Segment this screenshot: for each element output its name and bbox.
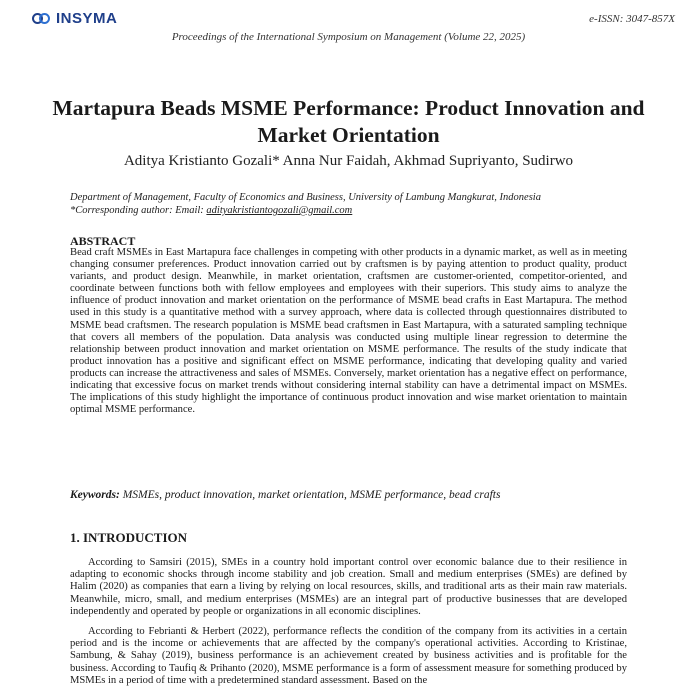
introduction-paragraph: According to Samsiri (2015), SMEs in a country hold important control over economic balance due to their resilience in adapting to economic shocks through income stability and job creation. Small and medium enterprises (SMEs) are defined by Halim (2020) as companies that earn a living by relying on local resources, skills, and traditional arts as their main raw materials. Meanwhile, micro, small, and medium enterprises (MSMEs) are an integral part of productive businesses that are developed independently and operated by people or organizations in all economic disciplines. [70, 557, 627, 617]
introduction-heading: 1. INTRODUCTION [70, 530, 188, 545]
keywords-label: Keywords: [70, 489, 120, 501]
issn-number: e-ISSN: 3047-857X [589, 13, 675, 25]
affiliation-block [70, 191, 541, 217]
abstract-text: Bead craft MSMEs in East Martapura face challenges in competing with other products in a dynamic market, as well as in meeting changing consumer preferences. Product innovation carried out by craftsmen is by paying attention to product quality, product variants, and product design. Meanwhile, in market orientation, craftsmen are customer-oriented, competitor-oriented, and coordinate between functions both with fellow employees and employees with their superiors. This study aims to analyze the influence of product innovation and market orientation on the performance of MSME bead crafts in East Martapura. The method used in this study is a quantitative method with a survey approach, where data is collected through questionnaires distributed to MSME bead craftsmen. The research population is MSME bead craftsmen in East Martapura, with a saturated sampling technique that covers all members of the population. Data analysis was conducted using multiple linear regression to determine the relationship between product innovation and market orientation on MSME performance. The results of the study indicate that product innovation has a positive and significant effect on MSME performance, indicating that developing quality and varied products can increase the attractiveness and sales of MSMEs. Conversely, market orientation has a negative effect on performance, indicating that excessive focus on market trends without considering internal stability can have a detrimental impact on MSMEs. The implications of this study highlight the importance of continuous product innovation and wise market orientation to maintain optimal MSME performance. [70, 247, 627, 416]
keywords-line [70, 489, 627, 501]
introduction-body [70, 557, 627, 695]
logo-rings-icon [32, 12, 54, 26]
corresponding-email-link[interactable]: adityakristiantogozali@gmail.com [206, 205, 353, 216]
logo-text: INSYMA [56, 10, 118, 27]
proceedings-header: Proceedings of the International Symposium on Management (Volume 22, 2025) [171, 31, 526, 43]
corresponding-author [70, 204, 541, 217]
paper-title: Martapura Beads MSME Performance: Product Innovation and Market Orientation [52, 96, 645, 147]
affiliation: Department of Management, Faculty of Economics and Business, University of Lambung Mangkurat, Indonesia [70, 192, 541, 203]
introduction-paragraph: According to Febrianti & Herbert (2022), performance reflects the condition of the company from its activities in a certain period and is the income or achievements that are affected by the company's operational activities. According to Kristinae, Sambung, & Sahay (2019), business performance is an achievement created by business activities and is profitable for the business. According to Taufiq & Prihanto (2020), MSME performance is a form of assessment measure for something produced by MSMEs in a period of time with a predetermined standard assessment. Based on the [70, 626, 627, 686]
keywords-text: MSMEs, product innovation, market orientation, MSME performance, bead crafts [122, 489, 501, 501]
author-list: Aditya Kristianto Gozali* Anna Nur Faidah, Akhmad Supriyanto, Sudirwo [123, 153, 574, 169]
corresponding-label: *Corresponding author: Email: [70, 205, 204, 216]
abstract-heading: ABSTRACT [70, 234, 136, 248]
insyma-logo [32, 10, 117, 27]
